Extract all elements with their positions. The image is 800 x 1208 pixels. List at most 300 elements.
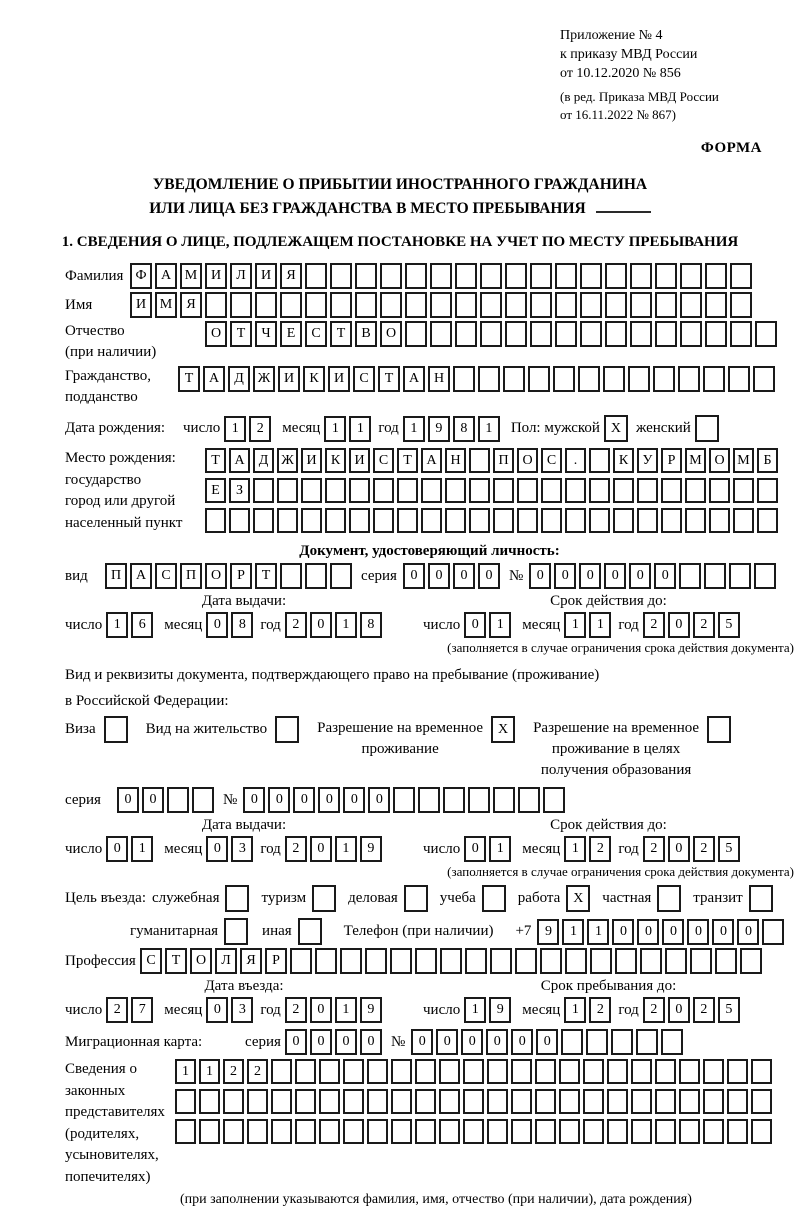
representatives-label-line2: законных: [65, 1082, 126, 1099]
form-cell: 9: [360, 997, 382, 1023]
form-cell: А: [155, 263, 177, 289]
form-cell: [199, 1089, 220, 1114]
form-cell: [440, 948, 462, 974]
form-cell: 0: [293, 787, 315, 813]
form-cell: [703, 1059, 724, 1084]
form-cell: [690, 948, 712, 974]
form-cell: [205, 508, 226, 533]
form-cell: [561, 1029, 583, 1055]
form-cell: [455, 292, 477, 318]
form-cell: З: [229, 478, 250, 503]
form-cell: [391, 1119, 412, 1144]
form-cell: [665, 948, 687, 974]
form-cell: [679, 1119, 700, 1144]
form-cell: 0: [403, 563, 425, 589]
form-cell: [603, 366, 625, 392]
form-cell: [530, 321, 552, 347]
form-cell: 1: [564, 997, 586, 1023]
form-cell: [583, 1119, 604, 1144]
representatives-note: (при заполнении указываются фамилия, имя, отчество (при наличии), дата рождения): [180, 1192, 692, 1207]
form-cell: [415, 1089, 436, 1114]
form-cell: [755, 321, 777, 347]
purpose-transit-checkbox: [749, 885, 773, 912]
migration-number-label: №: [390, 1033, 406, 1050]
identity-issue-heading: Дата выдачи:: [201, 593, 287, 609]
form-cell: [391, 1059, 412, 1084]
form-cell: Т: [378, 366, 400, 392]
form-cell: 0: [511, 1029, 533, 1055]
form-cell: Н: [428, 366, 450, 392]
form-cell: [530, 263, 552, 289]
birth-place-label-line1: Место рождения:: [65, 450, 176, 466]
purpose-option-label: иная: [262, 923, 292, 939]
form-cell: 8: [453, 416, 475, 442]
form-cell: 1: [464, 997, 486, 1023]
form-cell: [343, 1059, 364, 1084]
month-label: месяц: [522, 840, 561, 857]
form-cell: [555, 321, 577, 347]
form-cell: [703, 366, 725, 392]
form-cell: [493, 787, 515, 813]
form-cell: [480, 321, 502, 347]
title-line-2-text: ИЛИ ЛИЦА БЕЗ ГРАЖДАНСТВА В МЕСТО ПРЕБЫВАНИЯ: [149, 200, 586, 217]
form-cell: 0: [604, 563, 626, 589]
birth-place-label: [65, 448, 205, 534]
profession-row: [65, 948, 794, 974]
month-label: месяц: [522, 1001, 561, 1018]
form-cell: 0: [554, 563, 576, 589]
form-cell: [729, 563, 751, 589]
representatives-cells-column: [175, 1059, 775, 1149]
form-cell: [463, 1059, 484, 1084]
form-cell: 0: [737, 919, 759, 945]
form-cell: [515, 948, 537, 974]
form-cell: Л: [230, 263, 252, 289]
form-cell: [465, 948, 487, 974]
form-cell: 0: [461, 1029, 483, 1055]
form-cell: [295, 1059, 316, 1084]
form-cell: 1: [587, 919, 609, 945]
form-cell: 2: [589, 997, 611, 1023]
sex-female-label: женский: [635, 420, 691, 436]
citizenship-label: [65, 366, 178, 408]
form-cell: [405, 321, 427, 347]
residence-valid-line: [423, 836, 794, 862]
representatives-row1-cells: [175, 1059, 775, 1084]
form-cell: [607, 1089, 628, 1114]
form-cell: 0: [268, 787, 290, 813]
phone-cells: [537, 919, 787, 945]
entry-year-cells: [285, 997, 385, 1023]
residence-number-label: №: [223, 791, 238, 808]
form-cell: [685, 508, 706, 533]
form-cell: [661, 508, 682, 533]
form-cell: 1: [131, 836, 153, 862]
surname-cells: [130, 263, 755, 289]
phone-prefix: +7: [515, 923, 532, 939]
form-cell: 2: [643, 836, 665, 862]
form-cell: [295, 1119, 316, 1144]
form-cell: 2: [106, 997, 128, 1023]
residence-permit-option: [146, 716, 299, 743]
form-cell: [487, 1059, 508, 1084]
form-cell: К: [613, 448, 634, 473]
identity-valid-heading: Срок действия до:: [550, 593, 667, 609]
form-cell: [740, 948, 762, 974]
form-cell: 0: [310, 836, 332, 862]
checkbox-cell: [225, 885, 249, 912]
form-cell: М: [180, 263, 202, 289]
form-cell: [661, 1029, 683, 1055]
form-cell: [607, 1119, 628, 1144]
form-cell: [586, 1029, 608, 1055]
form-cell: 1: [106, 612, 128, 638]
identity-doc-heading: Документ, удостоверяющий личность:: [299, 543, 560, 559]
form-cell: [367, 1119, 388, 1144]
form-cell: 9: [428, 416, 450, 442]
profession-label: Профессия: [65, 952, 136, 969]
form-page: [0, 26, 800, 1207]
form-cell: [540, 948, 562, 974]
residence-issue-block: [65, 816, 423, 880]
form-cell: [715, 948, 737, 974]
edu-residence-label-line1: Разрешение на временное: [533, 720, 700, 736]
sex-male-checkbox: [604, 415, 628, 442]
citizenship-row: [65, 366, 794, 408]
form-cell: [247, 1089, 268, 1114]
form-cell: [733, 478, 754, 503]
form-cell: [271, 1089, 292, 1114]
form-cell: [728, 366, 750, 392]
form-cell: [365, 948, 387, 974]
residence-permit-checkbox: [275, 716, 299, 743]
temp-residence-option: [317, 716, 515, 760]
identity-kind-label: вид: [65, 567, 88, 584]
edu-residence-option: [533, 716, 731, 781]
form-cell: [631, 1059, 652, 1084]
form-cell: А: [203, 366, 225, 392]
identity-valid-day-cells: [464, 612, 514, 638]
form-cell: 0: [206, 612, 228, 638]
purpose-business-checkbox: [404, 885, 428, 912]
birth-date-row: [65, 415, 794, 442]
form-cell: Я: [280, 263, 302, 289]
residence-valid-month-cells: [564, 836, 614, 862]
form-cell: [393, 787, 415, 813]
form-cell: [517, 508, 538, 533]
form-cell: 0: [654, 563, 676, 589]
form-cell: [367, 1089, 388, 1114]
purpose-private-checkbox: [657, 885, 681, 912]
form-cell: [730, 263, 752, 289]
residence-issue-day-cells: [106, 836, 156, 862]
form-cell: [455, 321, 477, 347]
forma-label: ФОРМА: [700, 140, 762, 156]
form-cell: [175, 1119, 196, 1144]
title-line-2: [0, 197, 800, 221]
temp-residence-checkbox: [491, 716, 515, 743]
form-cell: 0: [117, 787, 139, 813]
representatives-label: [65, 1059, 175, 1188]
form-cell: 0: [712, 919, 734, 945]
form-cell: Д: [253, 448, 274, 473]
form-cell: 2: [643, 612, 665, 638]
form-cell: 0: [335, 1029, 357, 1055]
form-cell: О: [380, 321, 402, 347]
form-cell: [589, 508, 610, 533]
form-cell: 1: [349, 416, 371, 442]
form-cell: О: [517, 448, 538, 473]
surname-row: [65, 263, 794, 289]
residence-issue-line: [65, 836, 423, 862]
form-cell: [685, 478, 706, 503]
form-cell: [478, 366, 500, 392]
form-cell: 2: [223, 1059, 244, 1084]
residence-valid-note: (заполняется в случае ограничения срока действия документа): [447, 864, 794, 879]
form-cell: Д: [228, 366, 250, 392]
form-cell: 9: [360, 836, 382, 862]
checkbox-cell: [312, 885, 336, 912]
form-cell: 0: [687, 919, 709, 945]
form-cell: 1: [564, 612, 586, 638]
edu-residence-label-line3: получения образования: [540, 762, 692, 778]
form-cell: [469, 478, 490, 503]
month-label: месяц: [282, 420, 321, 436]
form-cell: 0: [612, 919, 634, 945]
form-cell: 0: [478, 563, 500, 589]
identity-valid-month-cells: [564, 612, 614, 638]
form-cell: [751, 1119, 772, 1144]
form-cell: [305, 292, 327, 318]
form-cell: К: [325, 448, 346, 473]
identity-valid-year-cells: [643, 612, 743, 638]
purpose-humanitarian-checkbox: [224, 918, 248, 945]
form-cell: А: [130, 563, 152, 589]
form-cell: [230, 292, 252, 318]
form-cell: 1: [335, 997, 357, 1023]
form-cell: [445, 508, 466, 533]
form-cell: [640, 948, 662, 974]
form-cell: [541, 508, 562, 533]
migration-series-cells: [285, 1029, 385, 1055]
form-cell: [205, 292, 227, 318]
form-cell: [349, 478, 370, 503]
form-cell: [295, 1089, 316, 1114]
name-row: [65, 292, 794, 318]
checkbox-cell: [275, 716, 299, 743]
checkbox-cell: [298, 918, 322, 945]
day-label: число: [65, 840, 103, 857]
form-cell: 0: [360, 1029, 382, 1055]
form-cell: [319, 1089, 340, 1114]
form-cell: 0: [529, 563, 551, 589]
residence-series-row: [65, 787, 794, 813]
form-cell: 0: [668, 997, 690, 1023]
residence-series-cells: [117, 787, 217, 813]
form-cell: 1: [199, 1059, 220, 1084]
form-cell: М: [733, 448, 754, 473]
form-cell: 2: [285, 836, 307, 862]
purpose-other-checkbox: [298, 918, 322, 945]
day-label: число: [423, 616, 461, 633]
form-cell: [453, 366, 475, 392]
form-cell: [367, 1059, 388, 1084]
form-cell: 2: [693, 836, 715, 862]
form-cell: [443, 787, 465, 813]
form-cell: [517, 478, 538, 503]
form-cell: [636, 1029, 658, 1055]
form-cell: П: [180, 563, 202, 589]
form-cell: [565, 478, 586, 503]
form-cell: [580, 292, 602, 318]
form-cell: 0: [142, 787, 164, 813]
edu-residence-label-line2: проживание в целях: [551, 741, 681, 757]
form-cell: [583, 1089, 604, 1114]
month-label: месяц: [164, 840, 203, 857]
form-cell: [605, 321, 627, 347]
form-cell: [589, 448, 610, 473]
form-cell: [727, 1119, 748, 1144]
form-cell: .: [565, 448, 586, 473]
birth-place-row1-cells: [205, 448, 781, 473]
form-cell: 0: [106, 836, 128, 862]
form-cell: [271, 1059, 292, 1084]
form-cell: М: [155, 292, 177, 318]
form-cell: [430, 292, 452, 318]
form-cell: [505, 263, 527, 289]
form-cell: [655, 1119, 676, 1144]
form-cell: [439, 1089, 460, 1114]
form-cell: С: [140, 948, 162, 974]
form-cell: О: [205, 321, 227, 347]
identity-number-label: №: [508, 567, 524, 584]
form-cell: [653, 366, 675, 392]
form-cell: В: [355, 321, 377, 347]
form-cell: [528, 366, 550, 392]
form-cell: А: [421, 448, 442, 473]
form-cell: [415, 1059, 436, 1084]
form-cell: 0: [285, 1029, 307, 1055]
form-cell: С: [155, 563, 177, 589]
form-cell: [439, 1119, 460, 1144]
checkbox-cell: X: [491, 716, 515, 743]
form-cell: [430, 263, 452, 289]
form-cell: [705, 292, 727, 318]
form-cell: 0: [453, 563, 475, 589]
purpose-tourism-checkbox: [312, 885, 336, 912]
form-cell: [535, 1059, 556, 1084]
form-cell: [565, 948, 587, 974]
residence-valid-block: [423, 816, 794, 880]
form-cell: [565, 508, 586, 533]
form-cell: [468, 787, 490, 813]
form-cell: [430, 321, 452, 347]
checkbox-cell: [404, 885, 428, 912]
form-cell: [541, 478, 562, 503]
checkbox-cell: [695, 415, 719, 442]
temp-residence-label-line1: Разрешение на временное: [317, 720, 484, 736]
form-cell: [757, 478, 778, 503]
form-cell: [380, 263, 402, 289]
form-cell: Л: [215, 948, 237, 974]
form-cell: [613, 508, 634, 533]
entry-day-cells: [106, 997, 156, 1023]
form-cell: 0: [579, 563, 601, 589]
form-cell: Т: [330, 321, 352, 347]
form-cell: Б: [757, 448, 778, 473]
citizenship-label-line2: подданство: [65, 389, 138, 405]
migration-number-cells: [411, 1029, 686, 1055]
form-cell: [305, 563, 327, 589]
purpose-study-checkbox: [482, 885, 506, 912]
form-cell: 0: [310, 1029, 332, 1055]
identity-valid-block: [423, 592, 794, 656]
form-cell: 2: [693, 612, 715, 638]
form-cell: Я: [240, 948, 262, 974]
form-cell: Р: [661, 448, 682, 473]
year-label: год: [618, 616, 639, 633]
form-cell: О: [190, 948, 212, 974]
purpose-option-label: работа: [517, 890, 561, 906]
form-cell: 5: [718, 612, 740, 638]
form-cell: 0: [637, 919, 659, 945]
form-cell: [487, 1119, 508, 1144]
form-cell: [415, 948, 437, 974]
form-cell: [421, 508, 442, 533]
form-cell: [709, 508, 730, 533]
visa-label: Виза: [65, 721, 96, 737]
form-cell: 0: [536, 1029, 558, 1055]
form-cell: 2: [285, 997, 307, 1023]
patronymic-label: [65, 321, 205, 363]
form-cell: [762, 919, 784, 945]
form-cell: 2: [249, 416, 271, 442]
form-cell: [330, 263, 352, 289]
form-cell: [373, 508, 394, 533]
form-cell: 0: [668, 612, 690, 638]
purpose-option-label: учеба: [439, 890, 476, 906]
form-cell: 0: [206, 836, 228, 862]
identity-doc-row: [65, 563, 794, 589]
patronymic-label-line2: (при наличии): [65, 344, 157, 360]
form-cell: И: [255, 263, 277, 289]
form-cell: 0: [206, 997, 228, 1023]
stay-year-cells: [643, 997, 743, 1023]
identity-series-cells: [403, 563, 503, 589]
form-cell: [418, 787, 440, 813]
title-blank-line: [596, 211, 651, 213]
form-cell: [680, 321, 702, 347]
form-cell: 0: [310, 612, 332, 638]
phone-label: Телефон (при наличии): [343, 923, 494, 939]
form-cell: С: [541, 448, 562, 473]
form-cell: 9: [537, 919, 559, 945]
form-cell: И: [349, 448, 370, 473]
residence-issue-month-cells: [206, 836, 256, 862]
form-cell: [605, 292, 627, 318]
form-cell: 0: [310, 997, 332, 1023]
checkbox-cell: [707, 716, 731, 743]
form-cell: Т: [397, 448, 418, 473]
form-cell: [543, 787, 565, 813]
header-line-1: Приложение № 4: [560, 28, 663, 43]
form-title: [0, 173, 800, 221]
form-cell: Ж: [253, 366, 275, 392]
representatives-label-line3: представителях: [65, 1104, 165, 1120]
migration-series-label: серия: [245, 1033, 281, 1050]
form-cell: [439, 1059, 460, 1084]
form-cell: [301, 478, 322, 503]
